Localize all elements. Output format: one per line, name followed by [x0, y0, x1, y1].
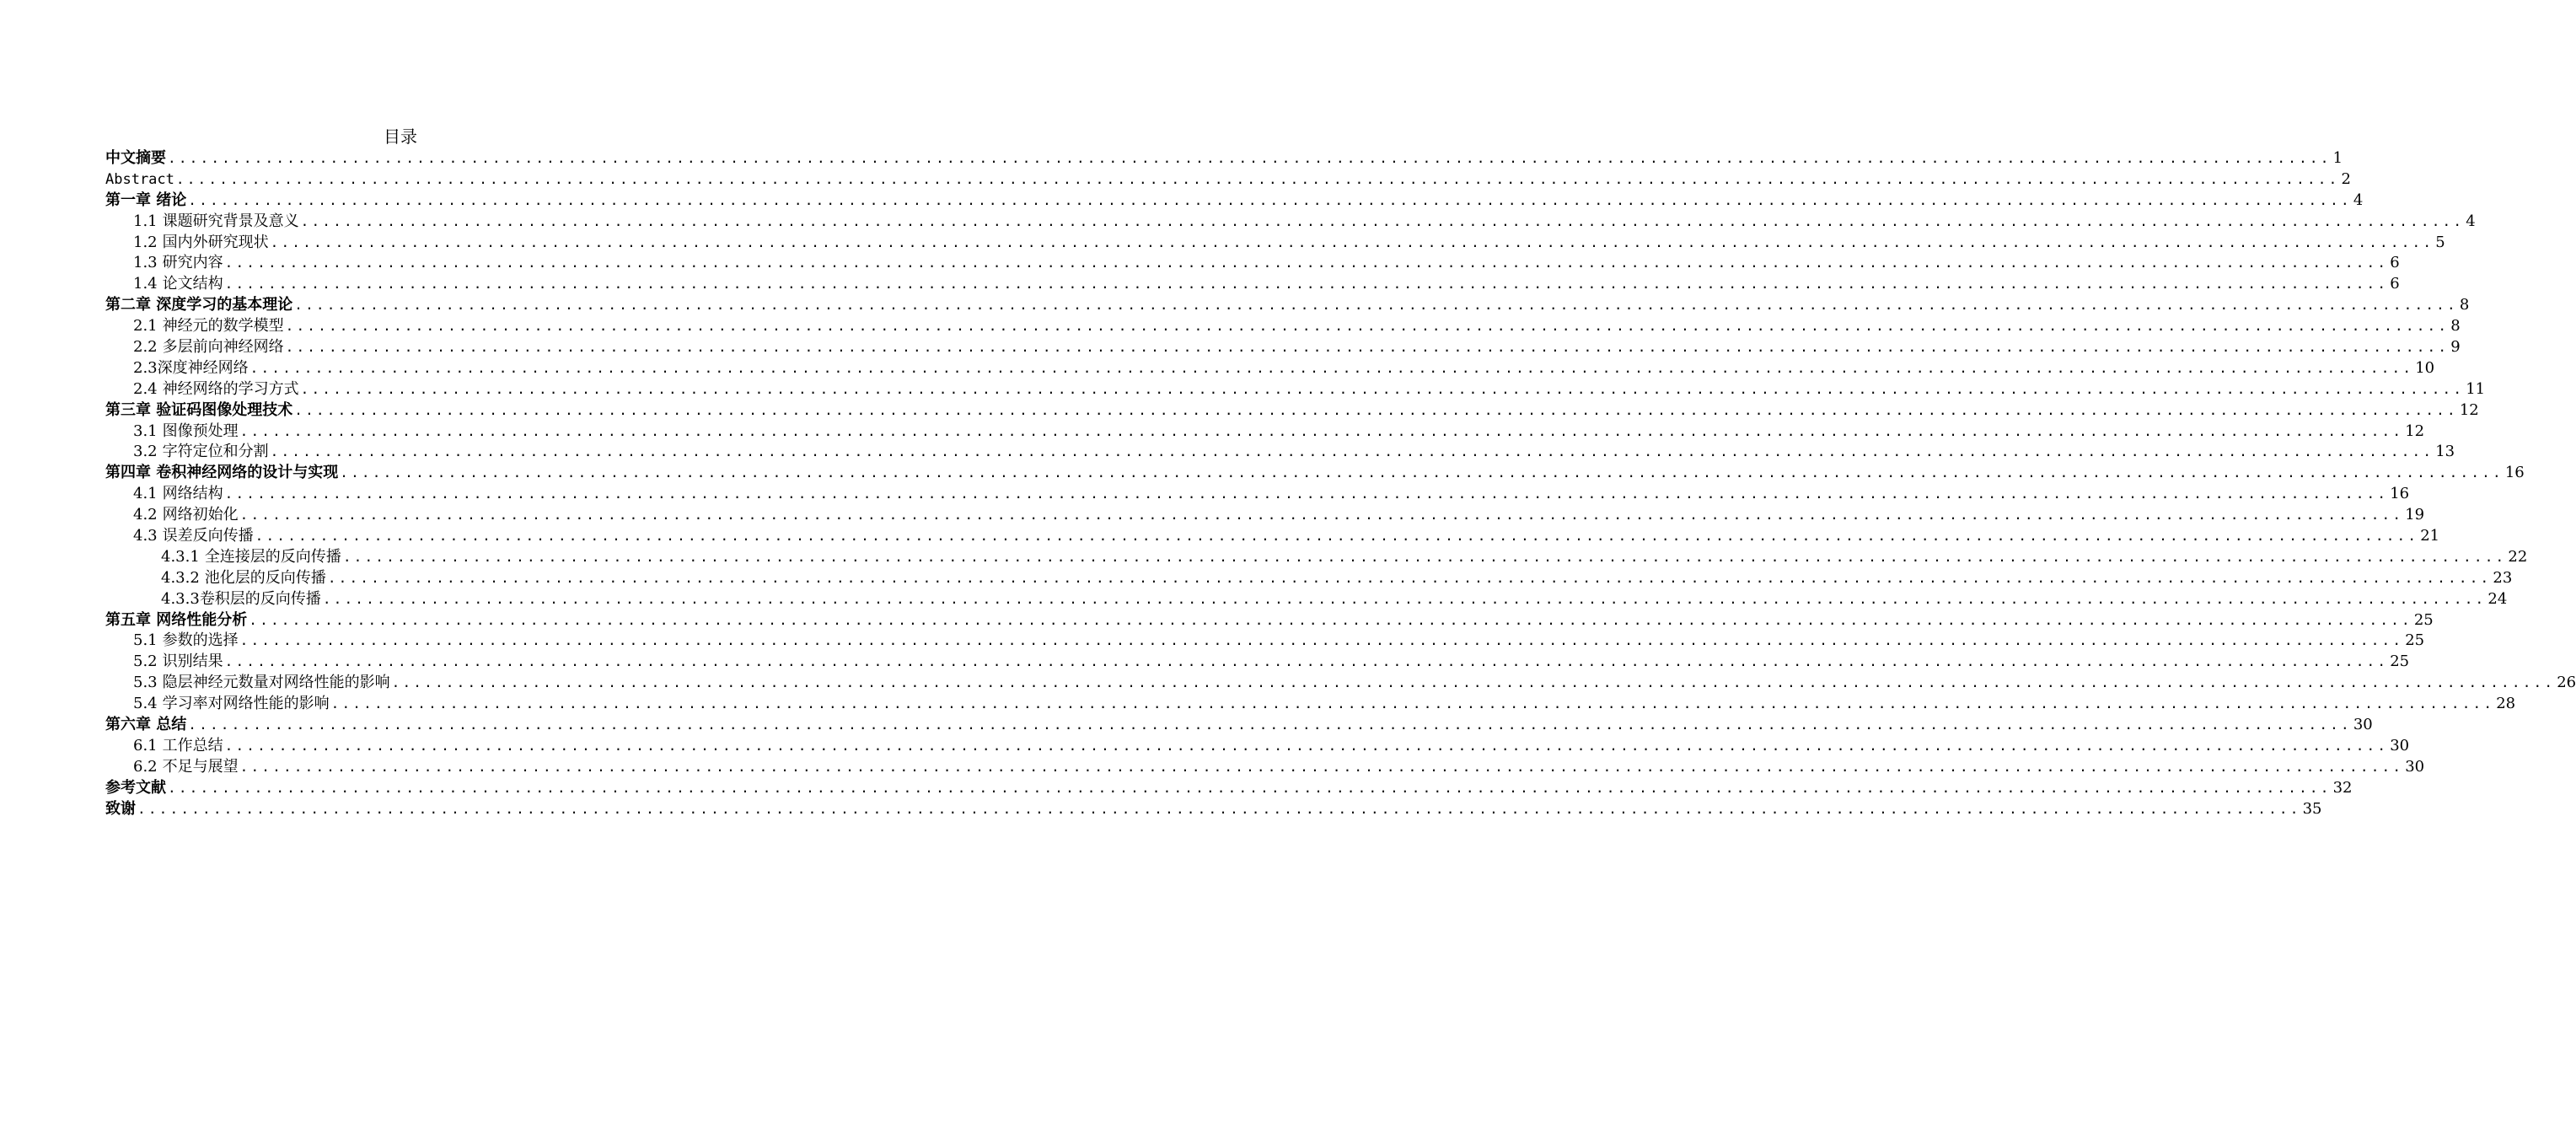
toc-entry[interactable] [105, 337, 2461, 358]
toc-entry-label [133, 694, 330, 715]
toc-entry-text: 识别结果 [162, 652, 223, 671]
toc-entry-text: 学习率对网络性能的影响 [162, 695, 330, 713]
toc-entry-number: 2.3 [133, 358, 158, 377]
toc-leader-dots: ........................................................................................................................................................................................................ [270, 443, 2434, 460]
toc-leader-dots: ........................................................................................................................................................................................................ [137, 800, 2301, 817]
toc-leader-dots: ........................................................................................................................................................................................................ [249, 611, 2412, 628]
toc-entry-number: 6.2 [133, 757, 158, 776]
toc-entry-text: 多层前向神经网络 [162, 338, 284, 357]
toc-entry-label [133, 652, 223, 673]
toc-entry-text: 隐层神经元数量对网络性能的影响 [162, 674, 390, 692]
toc-entry[interactable] [105, 589, 2508, 610]
toc-entry-text: 图像预处理 [162, 422, 239, 440]
toc-entry-label [105, 799, 136, 820]
toc-entry-number: 5.2 [133, 652, 158, 671]
toc-entry-text: 不足与展望 [162, 757, 239, 776]
toc-entry-text: 全连接层的反向传播 [204, 547, 341, 566]
toc-entry-number: 3.1 [133, 422, 158, 440]
toc-entry-label [133, 379, 299, 400]
toc-entry-label [105, 610, 247, 631]
toc-entry-label [105, 191, 186, 212]
toc-entry-label [133, 233, 269, 254]
toc-leader-dots: ........................................................................................................................................................................................................ [285, 318, 2450, 335]
toc-entry-label [133, 526, 254, 547]
toc-leader-dots: ........................................................................................................................................................................................................ [270, 234, 2434, 250]
toc-entry[interactable] [105, 379, 2486, 400]
toc-entry-number: 4.3 [133, 527, 158, 545]
toc-entry[interactable] [105, 169, 2351, 191]
toc-page-number: 10 [2415, 358, 2435, 377]
toc-page-number: 30 [2390, 736, 2410, 754]
toc-entry-text: 第三章 验证码图像处理技术 [105, 400, 293, 419]
toc-page-number: 24 [2487, 589, 2508, 608]
toc-entry[interactable] [105, 652, 2410, 673]
toc-leader-dots: ........................................................................................................................................................................................................ [239, 632, 2404, 649]
toc-page-number: 13 [2435, 443, 2455, 461]
toc-page-number: 6 [2390, 254, 2400, 272]
toc-entry-label [161, 547, 341, 568]
table-of-contents [105, 148, 2576, 820]
toc-entry-label [133, 316, 284, 337]
toc-page-number: 4 [2466, 212, 2476, 230]
toc-page-number: 1 [2332, 149, 2343, 167]
toc-leader-dots: ........................................................................................................................................................................................................ [224, 255, 2389, 271]
toc-page-number: 23 [2493, 568, 2513, 587]
toc-entry[interactable] [105, 422, 2425, 443]
toc-leader-dots: ........................................................................................................................................................................................................ [391, 674, 2556, 691]
toc-entry-text: 池化层的反向传播 [204, 568, 326, 587]
toc-entry[interactable] [105, 526, 2440, 547]
toc-entry[interactable] [105, 463, 2525, 484]
toc-page-number: 26 [2557, 674, 2576, 692]
toc-entry-number: 4.3.3 [161, 589, 200, 608]
toc-entry[interactable] [105, 295, 2470, 316]
toc-entry[interactable] [105, 694, 2516, 715]
toc-entry-number: 2.2 [133, 338, 158, 357]
toc-entry-number: 2.4 [133, 379, 158, 398]
toc-entry-label [133, 337, 284, 358]
toc-entry-text: 第一章 绪论 [105, 191, 187, 209]
toc-entry-text: 课题研究背景及意义 [162, 212, 299, 230]
toc-entry[interactable] [105, 233, 2445, 254]
toc-entry[interactable] [105, 191, 2364, 212]
toc-entry[interactable] [105, 274, 2400, 295]
toc-leader-dots: ........................................................................................................................................................................................................ [239, 507, 2404, 524]
toc-page-number: 32 [2332, 778, 2353, 797]
toc-entry[interactable] [105, 673, 2576, 694]
toc-page-number: 25 [2405, 631, 2425, 650]
toc-page-number: 2 [2341, 169, 2351, 188]
toc-entry[interactable] [105, 547, 2528, 568]
toc-entry-text: 第四章 卷积神经网络的设计与实现 [105, 464, 339, 482]
toc-leader-dots: ........................................................................................................................................................................................................ [168, 779, 2332, 796]
toc-page-number: 8 [2450, 317, 2461, 336]
toc-page-number: 35 [2302, 799, 2322, 818]
toc-entry[interactable] [105, 778, 2353, 799]
toc-page-number: 30 [2353, 716, 2373, 734]
toc-entry-number: 5.1 [133, 631, 158, 650]
toc-entry-label [161, 589, 321, 610]
toc-leader-dots: ........................................................................................................................................................................................................ [255, 528, 2419, 545]
toc-entry-text: 网络结构 [162, 485, 223, 503]
toc-entry-number: 1.1 [133, 212, 158, 230]
toc-entry-text: 神经网络的学习方式 [162, 379, 299, 398]
toc-entry-label [133, 757, 239, 778]
toc-page-number: 8 [2459, 296, 2470, 314]
toc-title: 目录 [384, 126, 417, 147]
toc-entry-label [105, 778, 166, 799]
toc-entry-label [133, 736, 223, 757]
toc-entry-text: 国内外研究现状 [162, 233, 269, 251]
toc-page-number: 19 [2405, 506, 2425, 524]
toc-page-number: 9 [2450, 338, 2461, 357]
toc-entry-label [133, 422, 239, 443]
toc-entry-number: 4.3.2 [161, 568, 200, 587]
toc-entry-label [133, 484, 223, 505]
toc-leader-dots: ........................................................................................................................................................................................................ [224, 486, 2389, 502]
toc-leader-dots: ........................................................................................................................................................................................................ [342, 548, 2507, 565]
toc-page-number: 5 [2435, 233, 2445, 251]
toc-leader-dots: ........................................................................................................................................................................................................ [224, 737, 2389, 754]
toc-leader-dots: ........................................................................................................................................................................................................ [285, 339, 2450, 356]
toc-entry-label [161, 568, 326, 589]
toc-leader-dots: ........................................................................................................................................................................................................ [300, 380, 2465, 397]
toc-page-number: 11 [2466, 379, 2486, 398]
toc-page-number: 22 [2508, 547, 2528, 566]
toc-page-number: 16 [2504, 464, 2525, 482]
toc-entry-number: 5.3 [133, 674, 158, 692]
toc-leader-dots: ........................................................................................................................................................................................................ [224, 653, 2389, 670]
toc-entry[interactable] [105, 253, 2400, 274]
toc-entry-text: 神经元的数学模型 [162, 317, 284, 336]
toc-page-number: 12 [2459, 400, 2479, 419]
toc-leader-dots: ........................................................................................................................................................................................................ [168, 150, 2332, 166]
toc-entry-number: 1.2 [133, 233, 158, 251]
toc-entry[interactable] [105, 484, 2410, 505]
toc-leader-dots: ........................................................................................................................................................................................................ [300, 212, 2465, 229]
toc-entry-number: 4.3.1 [161, 547, 200, 566]
toc-entry-label [133, 358, 249, 379]
toc-entry[interactable] [105, 316, 2461, 337]
toc-page-number: 30 [2405, 757, 2425, 776]
toc-page-number: 28 [2496, 695, 2516, 713]
toc-entry-text: 字符定位和分割 [162, 443, 269, 461]
toc-leader-dots: ........................................................................................................................................................................................................ [340, 464, 2504, 481]
toc-entry-label [105, 463, 338, 484]
toc-page-number: 16 [2390, 485, 2410, 503]
toc-entry[interactable] [105, 358, 2435, 379]
toc-entry-label [133, 442, 269, 463]
toc-entry-label [133, 673, 390, 694]
toc-entry[interactable] [105, 442, 2455, 463]
toc-entry[interactable] [105, 757, 2425, 778]
toc-leader-dots: ........................................................................................................................................................................................................ [239, 758, 2404, 775]
toc-entry-label [133, 253, 223, 274]
toc-entry[interactable] [105, 610, 2434, 631]
toc-entry-text: 深度神经网络 [157, 358, 249, 377]
toc-leader-dots: ........................................................................................................................................................................................................ [330, 695, 2495, 712]
toc-entry-number: 4.2 [133, 506, 158, 524]
toc-entry-text: 第六章 总结 [105, 716, 187, 734]
toc-entry-text: 网络初始化 [162, 506, 239, 524]
toc-entry-label [133, 505, 239, 526]
toc-entry[interactable] [105, 631, 2425, 652]
toc-entry-label [133, 212, 299, 233]
toc-entry-text: 第五章 网络性能分析 [105, 610, 248, 629]
toc-entry[interactable] [105, 715, 2373, 736]
toc-leader-dots: ........................................................................................................................................................................................................ [175, 170, 2340, 187]
toc-leader-dots: ........................................................................................................................................................................................................ [294, 297, 2458, 314]
toc-leader-dots: ........................................................................................................................................................................................................ [327, 569, 2492, 586]
toc-entry-label [105, 295, 292, 316]
toc-entry-label [105, 169, 174, 191]
toc-entry-text: Abstract [105, 170, 174, 188]
toc-leader-dots: ........................................................................................................................................................................................................ [322, 590, 2487, 607]
toc-entry-label [133, 274, 223, 295]
toc-page-number: 25 [2413, 610, 2434, 629]
toc-leader-dots: ........................................................................................................................................................................................................ [224, 276, 2389, 293]
toc-entry-text: 论文结构 [162, 275, 223, 293]
toc-leader-dots: ........................................................................................................................................................................................................ [239, 422, 2404, 439]
toc-entry-text: 参考文献 [105, 778, 166, 797]
toc-entry-text: 研究内容 [162, 254, 223, 272]
toc-entry-text: 中文摘要 [105, 149, 166, 167]
toc-entry-number: 5.4 [133, 695, 158, 713]
toc-entry[interactable] [105, 505, 2425, 526]
toc-entry-label [105, 715, 186, 736]
toc-page-number: 6 [2390, 275, 2400, 293]
toc-entry-text: 致谢 [105, 799, 136, 818]
toc-entry-number: 3.2 [133, 443, 158, 461]
toc-entry-label [105, 148, 166, 169]
toc-entry[interactable] [105, 212, 2476, 233]
toc-leader-dots: ........................................................................................................................................................................................................ [294, 401, 2458, 418]
toc-leader-dots: ........................................................................................................................................................................................................ [188, 717, 2352, 733]
toc-entry-label [105, 400, 292, 422]
toc-entry-label [133, 631, 239, 652]
toc-leader-dots: ........................................................................................................................................................................................................ [250, 359, 2414, 376]
toc-entry-text: 工作总结 [162, 736, 223, 754]
toc-entry[interactable] [105, 148, 2343, 169]
toc-page-number: 25 [2390, 652, 2410, 671]
toc-entry[interactable] [105, 736, 2410, 757]
toc-page-number: 12 [2405, 422, 2425, 440]
toc-entry-number: 6.1 [133, 736, 158, 754]
toc-entry[interactable] [105, 400, 2479, 422]
toc-entry-text: 参数的选择 [162, 631, 239, 650]
toc-entry[interactable] [105, 568, 2513, 589]
toc-entry-number: 4.1 [133, 485, 158, 503]
toc-leader-dots: ........................................................................................................................................................................................................ [188, 191, 2352, 208]
toc-entry-number: 2.1 [133, 317, 158, 336]
toc-entry[interactable] [105, 799, 2322, 820]
toc-entry-text: 第二章 深度学习的基本理论 [105, 296, 293, 314]
toc-page-number: 4 [2353, 191, 2364, 209]
toc-entry-number: 1.3 [133, 254, 158, 272]
toc-page-number: 21 [2420, 527, 2440, 545]
toc-entry-number: 1.4 [133, 275, 158, 293]
toc-entry-text: 误差反向传播 [162, 527, 254, 545]
toc-entry-text: 卷积层的反向传播 [199, 589, 321, 608]
